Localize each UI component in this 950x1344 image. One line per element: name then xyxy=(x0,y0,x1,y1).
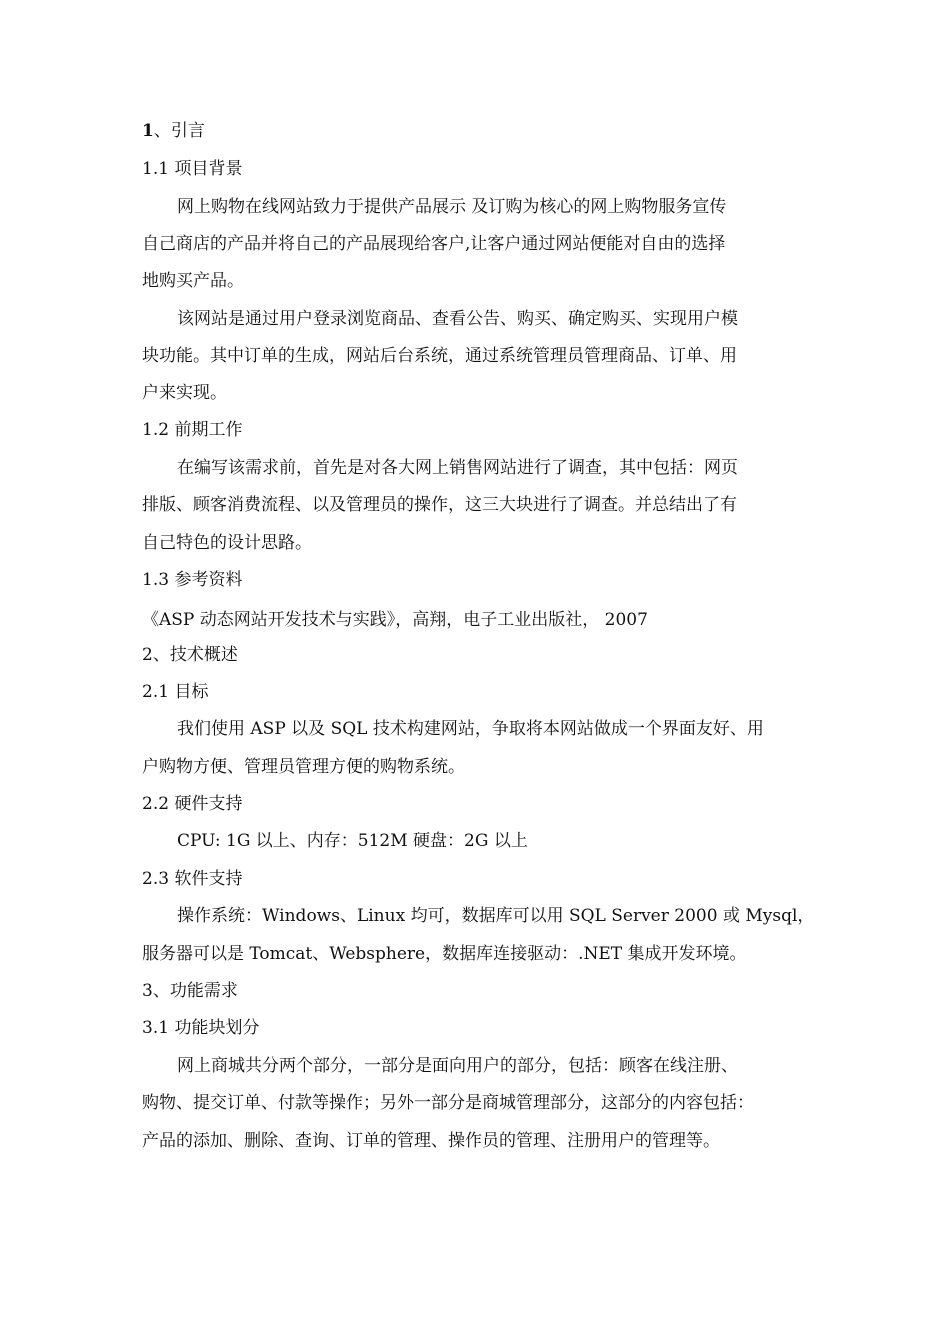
heading-2-1-goals: 2.1 目标 xyxy=(142,682,209,702)
paragraph-line: 网上商城共分两个部分，一部分是面向用户的部分，包括：顾客在线注册、 xyxy=(177,1056,738,1076)
paragraph-line: 自己商店的产品并将自己的产品展现给客户,让客户通过网站便能对自由的选择 xyxy=(142,234,726,254)
heading-2-2-hardware: 2.2 硬件支持 xyxy=(142,794,243,814)
paragraph-line: 网上购物在线网站致力于提供产品展示 及订购为核心的网上购物服务宣传 xyxy=(177,197,727,217)
paragraph-line: 自己特色的设计思路。 xyxy=(142,533,312,553)
heading-1-2-preliminary-work: 1.2 前期工作 xyxy=(142,420,243,440)
heading-1-1-background: 1.1 项目背景 xyxy=(142,159,243,179)
heading-3-1-function-blocks: 3.1 功能块划分 xyxy=(142,1018,260,1038)
heading-2-3-software: 2.3 软件支持 xyxy=(142,869,243,889)
paragraph-line: 块功能。其中订单的生成，网站后台系统，通过系统管理员管理商品、订单、用 xyxy=(142,346,737,366)
heading-2-technical-overview: 2、技术概述 xyxy=(142,645,238,665)
reference-entry: 《ASP 动态网站开发技术与实践》，高翔，电子工业出版社， 2007 xyxy=(142,610,648,630)
paragraph-line: 我们使用 ASP 以及 SQL 技术构建网站，争取将本网站做成一个界面友好、用 xyxy=(177,719,764,739)
paragraph-line: 在编写该需求前，首先是对各大网上销售网站进行了调查，其中包括：网页 xyxy=(177,458,738,478)
heading-3-functional-requirements: 3、功能需求 xyxy=(142,981,238,1001)
paragraph-line: 产品的添加、删除、查询、订单的管理、操作员的管理、注册用户的管理等。 xyxy=(142,1131,720,1151)
paragraph-line: 户购物方便、管理员管理方便的购物系统。 xyxy=(142,757,465,777)
paragraph-line: 排版、顾客消费流程、以及管理员的操作，这三大块进行了调查。并总结出了有 xyxy=(142,495,737,515)
paragraph-line: 户来实现。 xyxy=(142,383,227,403)
paragraph-line: 该网站是通过用户登录浏览商品、查看公告、购买、确定购买、实现用户模 xyxy=(177,309,738,329)
paragraph-line: 购物、提交订单、付款等操作；另外一部分是商城管理部分，这部分的内容包括： xyxy=(142,1093,754,1113)
hardware-spec: CPU: 1G 以上、内存：512M 硬盘：2G 以上 xyxy=(177,831,528,851)
heading-1-introduction: 1、引言 xyxy=(142,121,205,141)
paragraph-line: 地购买产品。 xyxy=(142,271,244,291)
paragraph-line: 服务器可以是 Tomcat、Websphere，数据库连接驱动：.NET 集成开发环境。 xyxy=(142,944,747,964)
paragraph-line: 操作系统：Windows、Linux 均可，数据库可以用 SQL Server 2000 或 Mysql， xyxy=(177,906,815,926)
heading-1-3-references: 1.3 参考资料 xyxy=(142,570,243,590)
